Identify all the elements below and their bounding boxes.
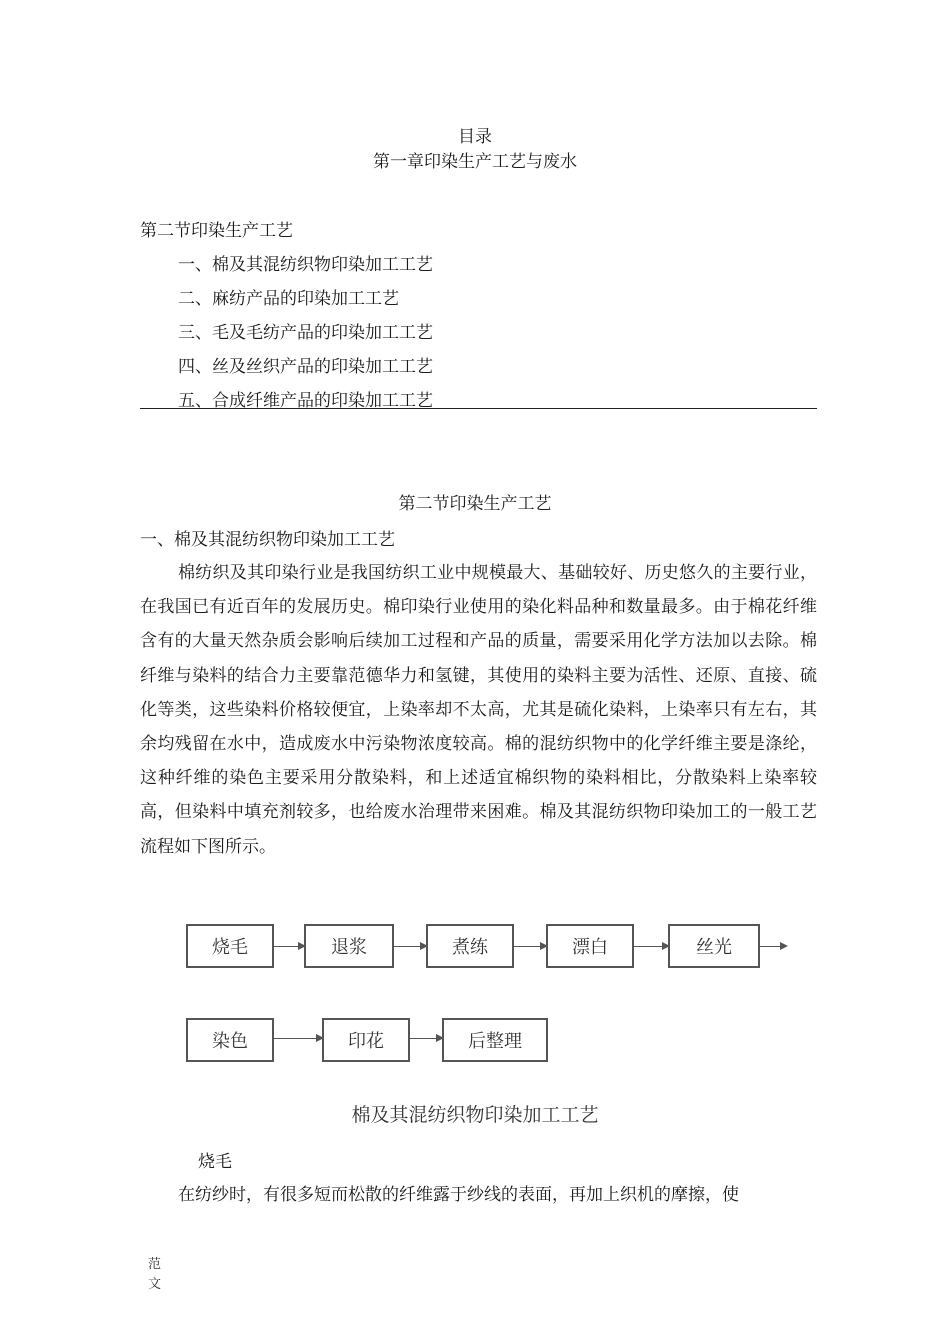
- toc-item-wool[interactable]: 三、毛及毛纺产品的印染加工工艺: [178, 323, 433, 343]
- toc-item-silk[interactable]: 四、丝及丝织产品的印染加工工艺: [178, 357, 433, 377]
- flow-step-dyeing: 染色: [186, 1018, 274, 1062]
- toc-chapter-title: 第一章印染生产工艺与废水: [373, 152, 577, 172]
- flow-step-singeing: 烧毛: [186, 924, 274, 968]
- toc-item-hemp[interactable]: 二、麻纺产品的印染加工工艺: [178, 289, 399, 309]
- flow-arrow: [274, 1038, 322, 1039]
- process-flowchart: [180, 912, 800, 1072]
- toc-item-cotton[interactable]: 一、棉及其混纺织物印染加工工艺: [178, 255, 433, 275]
- subsection-heading: 一、棉及其混纺织物印染加工工艺: [140, 530, 395, 550]
- flow-arrow: [634, 946, 668, 947]
- toc-item-synthetic[interactable]: 五、合成纤维产品的印染加工工艺: [178, 391, 433, 411]
- subsection-text: 在纺纱时，有很多短而松散的纤维露于纱线的表面，再加上织机的摩擦，使: [178, 1185, 739, 1205]
- footer-char: 文: [148, 1277, 162, 1292]
- flow-step-desizing: 退浆: [304, 924, 394, 968]
- flow-step-bleaching: 漂白: [546, 924, 634, 968]
- footer-char: 范: [148, 1257, 162, 1272]
- flow-arrow: [274, 946, 304, 947]
- flow-step-finishing: 后整理: [442, 1018, 548, 1062]
- subsection-title: 烧毛: [198, 1152, 232, 1172]
- footer-watermark: [148, 1255, 168, 1295]
- section-heading: 第二节印染生产工艺: [398, 494, 552, 514]
- flow-step-mercerizing: 丝光: [668, 924, 760, 968]
- toc-divider: [140, 408, 817, 409]
- body-paragraph: 棉纺织及其印染行业是我国纺织工业中规模最大、基础较好、历史悠久的主要行业，在我国已有近百年的发展历史。棉印染行业使用的染化料品种和数量最多。由于棉花纤维含有的大量天然杂质会影响后续加工过程和产品的质量，需要采用化学方法加以去除。棉纤维与染料的结合力主要靠范德华力和氢键，其使用的染料主要为活性、还原、直接、硫化等类，这些染料价格较便宜，上染率却不太高，尤其是硫化染料，上染率只有左右，其余均残留在水中，造成废水中污染物浓度较高。棉的混纺织物中的化学纤维主要是涤纶，这种纤维的染色主要采用分散染料，和上述适宜棉织物的染料相比，分散染料上染率较高，但染料中填充剂较多，也给废水治理带来困难。棉及其混纺织物印染加工的一般工艺流程如下图所示。: [140, 563, 817, 857]
- flow-arrow: [760, 946, 786, 947]
- flow-arrow: [410, 1038, 442, 1039]
- flow-arrow: [394, 946, 426, 947]
- toc-section-entry[interactable]: 第二节印染生产工艺: [140, 221, 293, 241]
- toc-title: 目录: [458, 127, 492, 147]
- flow-arrow: [514, 946, 546, 947]
- figure-caption: 棉及其混纺织物印染加工工艺: [351, 1104, 599, 1126]
- flow-step-scouring: 煮练: [426, 924, 514, 968]
- flow-step-printing: 印花: [322, 1018, 410, 1062]
